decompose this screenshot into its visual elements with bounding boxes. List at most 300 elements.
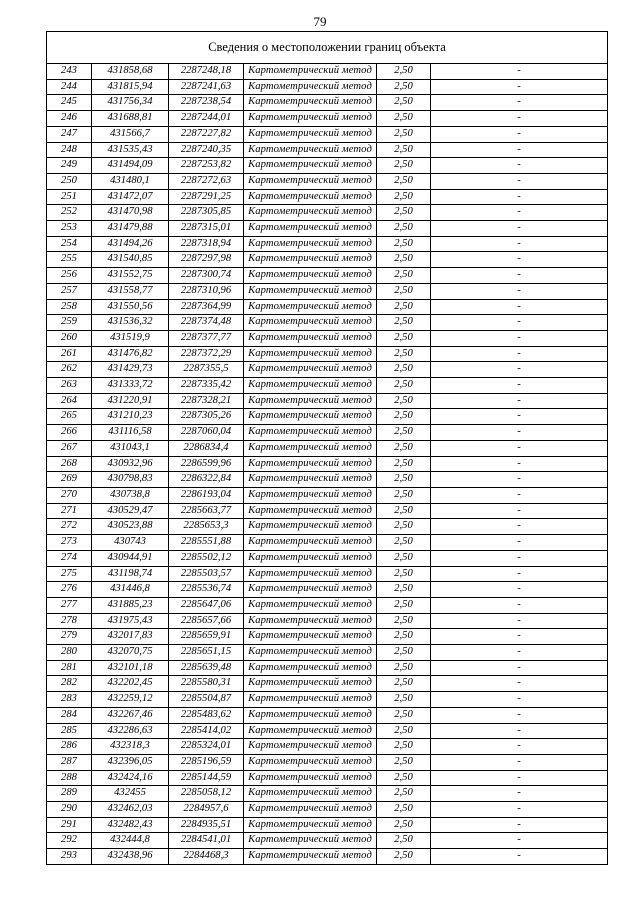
y-coordinate-cell: 2284468,3 (169, 849, 244, 865)
description-cell: - (431, 268, 608, 284)
table-row (47, 111, 608, 127)
point-number-cell: 259 (47, 315, 92, 331)
x-coordinate-cell: 430523,88 (92, 519, 169, 535)
y-coordinate-cell: 2287315,01 (169, 221, 244, 237)
boundary-table-container (46, 31, 607, 865)
method-cell: Картометрический метод (244, 519, 377, 535)
accuracy-cell: 2,50 (377, 456, 431, 472)
accuracy-cell: 2,50 (377, 236, 431, 252)
table-row (47, 378, 608, 394)
method-cell: Картометрический метод (244, 802, 377, 818)
table-row (47, 754, 608, 770)
y-coordinate-cell: 2287300,74 (169, 268, 244, 284)
table-row (47, 519, 608, 535)
description-cell: - (431, 833, 608, 849)
description-cell: - (431, 613, 608, 629)
x-coordinate-cell: 431479,88 (92, 221, 169, 237)
point-number-cell: 278 (47, 613, 92, 629)
table-row (47, 283, 608, 299)
accuracy-cell: 2,50 (377, 849, 431, 865)
accuracy-cell: 2,50 (377, 660, 431, 676)
accuracy-cell: 2,50 (377, 770, 431, 786)
accuracy-cell: 2,50 (377, 503, 431, 519)
x-coordinate-cell: 431198,74 (92, 566, 169, 582)
point-number-cell: 260 (47, 330, 92, 346)
x-coordinate-cell: 432396,05 (92, 754, 169, 770)
description-cell: - (431, 566, 608, 582)
y-coordinate-cell: 2287240,35 (169, 142, 244, 158)
y-coordinate-cell: 2285653,3 (169, 519, 244, 535)
method-cell: Картометрический метод (244, 817, 377, 833)
x-coordinate-cell: 430738,8 (92, 487, 169, 503)
accuracy-cell: 2,50 (377, 833, 431, 849)
point-number-cell: 268 (47, 456, 92, 472)
y-coordinate-cell: 2285659,91 (169, 629, 244, 645)
point-number-cell: 248 (47, 142, 92, 158)
y-coordinate-cell: 2285504,87 (169, 692, 244, 708)
table-row (47, 205, 608, 221)
y-coordinate-cell: 2287318,94 (169, 236, 244, 252)
table-row (47, 409, 608, 425)
x-coordinate-cell: 430743 (92, 535, 169, 551)
table-row (47, 503, 608, 519)
y-coordinate-cell: 2286193,04 (169, 487, 244, 503)
description-cell: - (431, 409, 608, 425)
method-cell: Картометрический метод (244, 330, 377, 346)
x-coordinate-cell: 431476,82 (92, 346, 169, 362)
y-coordinate-cell: 2285144,59 (169, 770, 244, 786)
table-row (47, 645, 608, 661)
accuracy-cell: 2,50 (377, 142, 431, 158)
description-cell: - (431, 346, 608, 362)
accuracy-cell: 2,50 (377, 817, 431, 833)
accuracy-cell: 2,50 (377, 346, 431, 362)
table-row (47, 817, 608, 833)
table-row (47, 425, 608, 441)
y-coordinate-cell: 2287305,85 (169, 205, 244, 221)
table-row (47, 315, 608, 331)
method-cell: Картометрический метод (244, 723, 377, 739)
method-cell: Картометрический метод (244, 582, 377, 598)
y-coordinate-cell: 2286834,4 (169, 440, 244, 456)
point-number-cell: 244 (47, 79, 92, 95)
accuracy-cell: 2,50 (377, 126, 431, 142)
x-coordinate-cell: 431536,32 (92, 315, 169, 331)
accuracy-cell: 2,50 (377, 723, 431, 739)
x-coordinate-cell: 431494,09 (92, 158, 169, 174)
description-cell: - (431, 315, 608, 331)
method-cell: Картометрический метод (244, 221, 377, 237)
method-cell: Картометрический метод (244, 676, 377, 692)
y-coordinate-cell: 2285657,66 (169, 613, 244, 629)
y-coordinate-cell: 2286599,96 (169, 456, 244, 472)
method-cell: Картометрический метод (244, 205, 377, 221)
y-coordinate-cell: 2287372,29 (169, 346, 244, 362)
method-cell: Картометрический метод (244, 613, 377, 629)
table-title-row (47, 32, 608, 64)
method-cell: Картометрический метод (244, 111, 377, 127)
x-coordinate-cell: 430798,83 (92, 472, 169, 488)
description-cell: - (431, 550, 608, 566)
point-number-cell: 256 (47, 268, 92, 284)
y-coordinate-cell: 2287253,82 (169, 158, 244, 174)
y-coordinate-cell: 2285058,12 (169, 786, 244, 802)
table-row (47, 676, 608, 692)
accuracy-cell: 2,50 (377, 754, 431, 770)
description-cell: - (431, 95, 608, 111)
table-row (47, 472, 608, 488)
point-number-cell: 249 (47, 158, 92, 174)
accuracy-cell: 2,50 (377, 472, 431, 488)
point-number-cell: 262 (47, 362, 92, 378)
point-number-cell: 281 (47, 660, 92, 676)
x-coordinate-cell: 431333,72 (92, 378, 169, 394)
method-cell: Картометрический метод (244, 315, 377, 331)
x-coordinate-cell: 431494,26 (92, 236, 169, 252)
description-cell: - (431, 786, 608, 802)
x-coordinate-cell: 431566,7 (92, 126, 169, 142)
table-row (47, 613, 608, 629)
table-row (47, 487, 608, 503)
y-coordinate-cell: 2287297,98 (169, 252, 244, 268)
y-coordinate-cell: 2287241,63 (169, 79, 244, 95)
method-cell: Картометрический метод (244, 425, 377, 441)
method-cell: Картометрический метод (244, 535, 377, 551)
table-body (47, 64, 608, 865)
y-coordinate-cell: 2287248,18 (169, 64, 244, 80)
accuracy-cell: 2,50 (377, 79, 431, 95)
method-cell: Картометрический метод (244, 158, 377, 174)
y-coordinate-cell: 2286322,84 (169, 472, 244, 488)
description-cell: - (431, 205, 608, 221)
method-cell: Картометрический метод (244, 770, 377, 786)
table-row (47, 221, 608, 237)
method-cell: Картометрический метод (244, 126, 377, 142)
point-number-cell: 257 (47, 283, 92, 299)
description-cell: - (431, 849, 608, 865)
point-number-cell: 261 (47, 346, 92, 362)
point-number-cell: 254 (47, 236, 92, 252)
x-coordinate-cell: 432017,83 (92, 629, 169, 645)
x-coordinate-cell: 431519,9 (92, 330, 169, 346)
y-coordinate-cell: 2285483,62 (169, 707, 244, 723)
description-cell: - (431, 362, 608, 378)
description-cell: - (431, 283, 608, 299)
method-cell: Картометрический метод (244, 754, 377, 770)
x-coordinate-cell: 432424,16 (92, 770, 169, 786)
description-cell: - (431, 330, 608, 346)
y-coordinate-cell: 2287227,82 (169, 126, 244, 142)
point-number-cell: 284 (47, 707, 92, 723)
table-row (47, 393, 608, 409)
point-number-cell: 265 (47, 409, 92, 425)
description-cell: - (431, 535, 608, 551)
method-cell: Картометрический метод (244, 849, 377, 865)
point-number-cell: 293 (47, 849, 92, 865)
table-row (47, 456, 608, 472)
x-coordinate-cell: 431815,94 (92, 79, 169, 95)
method-cell: Картометрический метод (244, 252, 377, 268)
accuracy-cell: 2,50 (377, 189, 431, 205)
description-cell: - (431, 582, 608, 598)
description-cell: - (431, 378, 608, 394)
method-cell: Картометрический метод (244, 268, 377, 284)
point-number-cell: 255 (47, 252, 92, 268)
table-row (47, 550, 608, 566)
method-cell: Картометрический метод (244, 79, 377, 95)
x-coordinate-cell: 432318,3 (92, 739, 169, 755)
point-number-cell: 283 (47, 692, 92, 708)
point-number-cell: 250 (47, 173, 92, 189)
description-cell: - (431, 503, 608, 519)
x-coordinate-cell: 431552,75 (92, 268, 169, 284)
x-coordinate-cell: 431558,77 (92, 283, 169, 299)
table-row (47, 173, 608, 189)
y-coordinate-cell: 2287272,63 (169, 173, 244, 189)
description-cell: - (431, 629, 608, 645)
point-number-cell: 245 (47, 95, 92, 111)
table-row (47, 739, 608, 755)
table-row (47, 158, 608, 174)
description-cell: - (431, 189, 608, 205)
y-coordinate-cell: 2285580,31 (169, 676, 244, 692)
accuracy-cell: 2,50 (377, 739, 431, 755)
accuracy-cell: 2,50 (377, 535, 431, 551)
description-cell: - (431, 487, 608, 503)
description-cell: - (431, 802, 608, 818)
description-cell: - (431, 64, 608, 80)
x-coordinate-cell: 430944,91 (92, 550, 169, 566)
x-coordinate-cell: 431858,68 (92, 64, 169, 80)
method-cell: Картометрический метод (244, 739, 377, 755)
method-cell: Картометрический метод (244, 236, 377, 252)
x-coordinate-cell: 432438,96 (92, 849, 169, 865)
x-coordinate-cell: 431885,23 (92, 597, 169, 613)
y-coordinate-cell: 2287291,25 (169, 189, 244, 205)
table-row (47, 833, 608, 849)
x-coordinate-cell: 431535,43 (92, 142, 169, 158)
table-row (47, 786, 608, 802)
description-cell: - (431, 519, 608, 535)
method-cell: Картометрический метод (244, 409, 377, 425)
method-cell: Картометрический метод (244, 550, 377, 566)
table-row (47, 362, 608, 378)
point-number-cell: 276 (47, 582, 92, 598)
point-number-cell: 271 (47, 503, 92, 519)
y-coordinate-cell: 2287328,21 (169, 393, 244, 409)
table-row (47, 692, 608, 708)
accuracy-cell: 2,50 (377, 802, 431, 818)
point-number-cell: 264 (47, 393, 92, 409)
accuracy-cell: 2,50 (377, 378, 431, 394)
y-coordinate-cell: 2285503,57 (169, 566, 244, 582)
table-row (47, 723, 608, 739)
point-number-cell: 280 (47, 645, 92, 661)
x-coordinate-cell: 432462,03 (92, 802, 169, 818)
description-cell: - (431, 111, 608, 127)
table-row (47, 126, 608, 142)
description-cell: - (431, 299, 608, 315)
description-cell: - (431, 707, 608, 723)
method-cell: Картометрический метод (244, 173, 377, 189)
x-coordinate-cell: 431550,56 (92, 299, 169, 315)
table-row (47, 566, 608, 582)
accuracy-cell: 2,50 (377, 582, 431, 598)
method-cell: Картометрический метод (244, 299, 377, 315)
point-number-cell: 267 (47, 440, 92, 456)
accuracy-cell: 2,50 (377, 597, 431, 613)
point-number-cell: 270 (47, 487, 92, 503)
method-cell: Картометрический метод (244, 597, 377, 613)
description-cell: - (431, 456, 608, 472)
accuracy-cell: 2,50 (377, 692, 431, 708)
x-coordinate-cell: 431756,34 (92, 95, 169, 111)
table-row (47, 707, 608, 723)
table-row (47, 79, 608, 95)
point-number-cell: 252 (47, 205, 92, 221)
point-number-cell: 286 (47, 739, 92, 755)
accuracy-cell: 2,50 (377, 676, 431, 692)
y-coordinate-cell: 2287310,96 (169, 283, 244, 299)
x-coordinate-cell: 432286,63 (92, 723, 169, 739)
description-cell: - (431, 472, 608, 488)
y-coordinate-cell: 2285502,12 (169, 550, 244, 566)
table-row (47, 95, 608, 111)
x-coordinate-cell: 431043,1 (92, 440, 169, 456)
table-row (47, 299, 608, 315)
accuracy-cell: 2,50 (377, 566, 431, 582)
method-cell: Картометрический метод (244, 95, 377, 111)
method-cell: Картометрический метод (244, 142, 377, 158)
y-coordinate-cell: 2287335,42 (169, 378, 244, 394)
table-row (47, 597, 608, 613)
x-coordinate-cell: 432202,45 (92, 676, 169, 692)
description-cell: - (431, 692, 608, 708)
table-row (47, 802, 608, 818)
description-cell: - (431, 440, 608, 456)
table-row (47, 440, 608, 456)
description-cell: - (431, 723, 608, 739)
description-cell: - (431, 173, 608, 189)
description-cell: - (431, 770, 608, 786)
x-coordinate-cell: 431470,98 (92, 205, 169, 221)
x-coordinate-cell: 431210,23 (92, 409, 169, 425)
table-row (47, 268, 608, 284)
y-coordinate-cell: 2287060,04 (169, 425, 244, 441)
description-cell: - (431, 754, 608, 770)
x-coordinate-cell: 432444,8 (92, 833, 169, 849)
point-number-cell: 275 (47, 566, 92, 582)
point-number-cell: 272 (47, 519, 92, 535)
x-coordinate-cell: 431540,85 (92, 252, 169, 268)
accuracy-cell: 2,50 (377, 64, 431, 80)
x-coordinate-cell: 431429,73 (92, 362, 169, 378)
x-coordinate-cell: 432259,12 (92, 692, 169, 708)
point-number-cell: 246 (47, 111, 92, 127)
accuracy-cell: 2,50 (377, 315, 431, 331)
table-row (47, 189, 608, 205)
point-number-cell: 289 (47, 786, 92, 802)
accuracy-cell: 2,50 (377, 519, 431, 535)
description-cell: - (431, 817, 608, 833)
page-number: 79 (313, 14, 327, 29)
point-number-cell: 292 (47, 833, 92, 849)
method-cell: Картометрический метод (244, 472, 377, 488)
table-row (47, 660, 608, 676)
description-cell: - (431, 676, 608, 692)
y-coordinate-cell: 2287377,77 (169, 330, 244, 346)
point-number-cell: 287 (47, 754, 92, 770)
method-cell: Картометрический метод (244, 786, 377, 802)
accuracy-cell: 2,50 (377, 645, 431, 661)
accuracy-cell: 2,50 (377, 173, 431, 189)
y-coordinate-cell: 2287305,26 (169, 409, 244, 425)
method-cell: Картометрический метод (244, 346, 377, 362)
method-cell: Картометрический метод (244, 456, 377, 472)
table-row (47, 236, 608, 252)
y-coordinate-cell: 2287364,99 (169, 299, 244, 315)
accuracy-cell: 2,50 (377, 362, 431, 378)
table-row (47, 770, 608, 786)
y-coordinate-cell: 2285414,02 (169, 723, 244, 739)
method-cell: Картометрический метод (244, 393, 377, 409)
accuracy-cell: 2,50 (377, 613, 431, 629)
x-coordinate-cell: 432455 (92, 786, 169, 802)
x-coordinate-cell: 432101,18 (92, 660, 169, 676)
y-coordinate-cell: 2285324,01 (169, 739, 244, 755)
point-number-cell: 282 (47, 676, 92, 692)
accuracy-cell: 2,50 (377, 330, 431, 346)
point-number-cell: 258 (47, 299, 92, 315)
accuracy-cell: 2,50 (377, 409, 431, 425)
accuracy-cell: 2,50 (377, 205, 431, 221)
y-coordinate-cell: 2287238,54 (169, 95, 244, 111)
table-title: Сведения о местоположении границ объекта (47, 32, 608, 64)
table-row (47, 142, 608, 158)
y-coordinate-cell: 2285663,77 (169, 503, 244, 519)
accuracy-cell: 2,50 (377, 95, 431, 111)
description-cell: - (431, 252, 608, 268)
x-coordinate-cell: 430529,47 (92, 503, 169, 519)
point-number-cell: 269 (47, 472, 92, 488)
description-cell: - (431, 597, 608, 613)
accuracy-cell: 2,50 (377, 487, 431, 503)
x-coordinate-cell: 431116,58 (92, 425, 169, 441)
method-cell: Картометрический метод (244, 189, 377, 205)
boundary-table (46, 31, 608, 865)
accuracy-cell: 2,50 (377, 252, 431, 268)
description-cell: - (431, 739, 608, 755)
method-cell: Картометрический метод (244, 833, 377, 849)
y-coordinate-cell: 2285651,15 (169, 645, 244, 661)
description-cell: - (431, 393, 608, 409)
table-row (47, 849, 608, 865)
x-coordinate-cell: 431688,81 (92, 111, 169, 127)
accuracy-cell: 2,50 (377, 629, 431, 645)
point-number-cell: 279 (47, 629, 92, 645)
y-coordinate-cell: 2285639,48 (169, 660, 244, 676)
table-row (47, 535, 608, 551)
y-coordinate-cell: 2285551,88 (169, 535, 244, 551)
y-coordinate-cell: 2284957,6 (169, 802, 244, 818)
method-cell: Картометрический метод (244, 378, 377, 394)
point-number-cell: 266 (47, 425, 92, 441)
accuracy-cell: 2,50 (377, 393, 431, 409)
accuracy-cell: 2,50 (377, 158, 431, 174)
accuracy-cell: 2,50 (377, 440, 431, 456)
y-coordinate-cell: 2287355,5 (169, 362, 244, 378)
description-cell: - (431, 79, 608, 95)
